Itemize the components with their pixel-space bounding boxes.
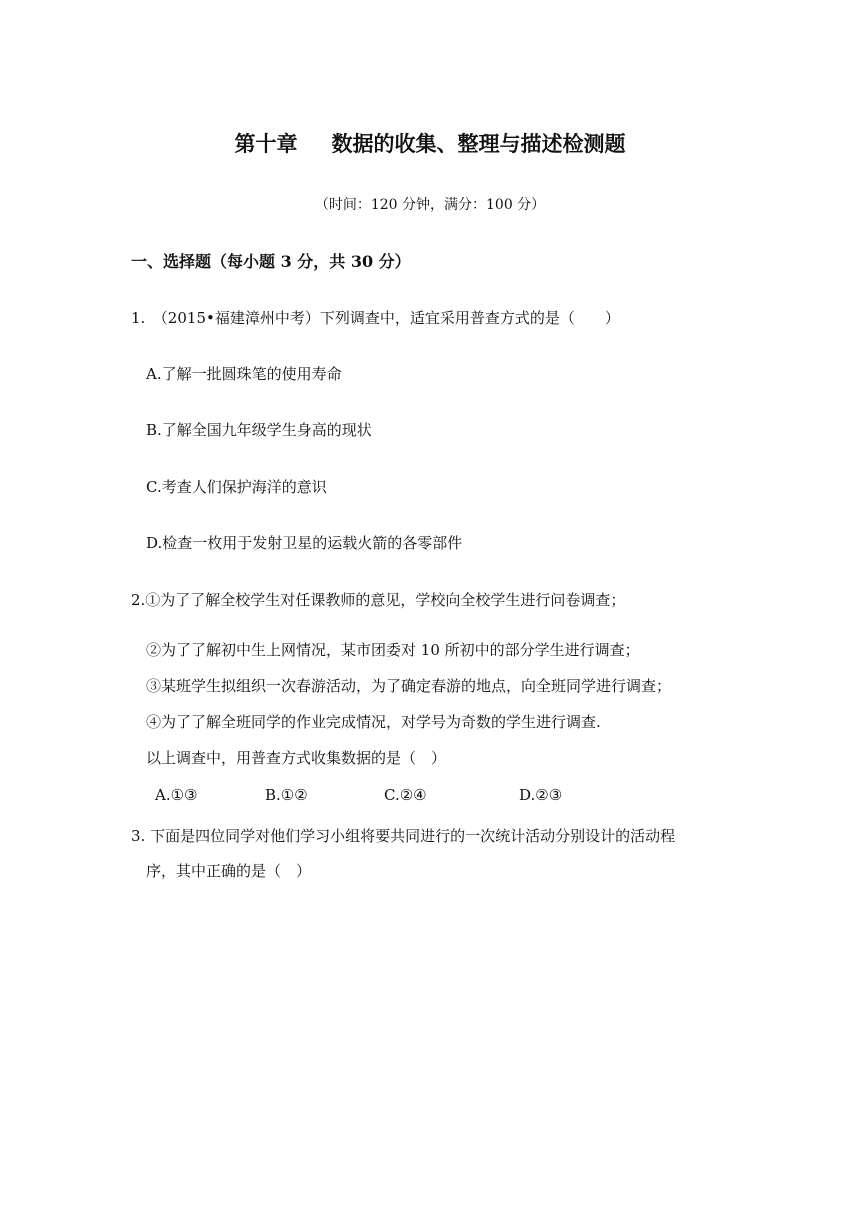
question-2-option-b: B.①② xyxy=(265,786,308,804)
question-1-option-d: D.检查一枚用于发射卫星的运载火箭的各零部件 xyxy=(146,534,463,552)
question-1-stem: 1. （2015•福建漳州中考）下列调查中，适宜采用普查方式的是（ ） xyxy=(131,309,620,327)
question-2-question: 以上调查中，用普查方式收集数据的是（ ） xyxy=(146,749,447,767)
title-chapter: 第十章 xyxy=(234,131,298,156)
question-1-option-c: C.考查人们保护海洋的意识 xyxy=(146,478,327,496)
question-2-option-d: D.②③ xyxy=(519,786,563,804)
question-1-option-b: B.了解全国九年级学生身高的现状 xyxy=(146,421,372,439)
section-heading-multiple-choice: 一、选择题（每小题 3 分，共 30 分） xyxy=(131,252,411,271)
question-2-item-3: ③某班学生拟组织一次春游活动，为了确定春游的地点，向全班同学进行调查； xyxy=(146,677,672,695)
page-title xyxy=(0,129,860,159)
question-2-option-a: A.①③ xyxy=(155,786,198,804)
question-3-stem-line-1: 3. 下面是四位同学对他们学习小组将要共同进行的一次统计活动分别设计的活动程 xyxy=(131,827,676,845)
exam-subtitle: （时间：120 分钟，满分：100 分） xyxy=(314,197,546,213)
title-topic: 数据的收集、整理与描述检测题 xyxy=(331,131,626,156)
question-3-stem-line-2: 序，其中正确的是（ ） xyxy=(146,862,312,880)
question-2-stem: 2.①为了了解全校学生对任课教师的意见，学校向全校学生进行问卷调查； xyxy=(131,591,626,609)
question-2-item-4: ④为了了解全班同学的作业完成情况，对学号为奇数的学生进行调查. xyxy=(146,713,601,731)
question-1-option-a: A.了解一批圆珠笔的使用寿命 xyxy=(146,365,342,383)
question-2-item-2: ②为了了解初中生上网情况，某市团委对 10 所初中的部分学生进行调查； xyxy=(146,641,640,659)
question-2-option-c: C.②④ xyxy=(384,786,427,804)
